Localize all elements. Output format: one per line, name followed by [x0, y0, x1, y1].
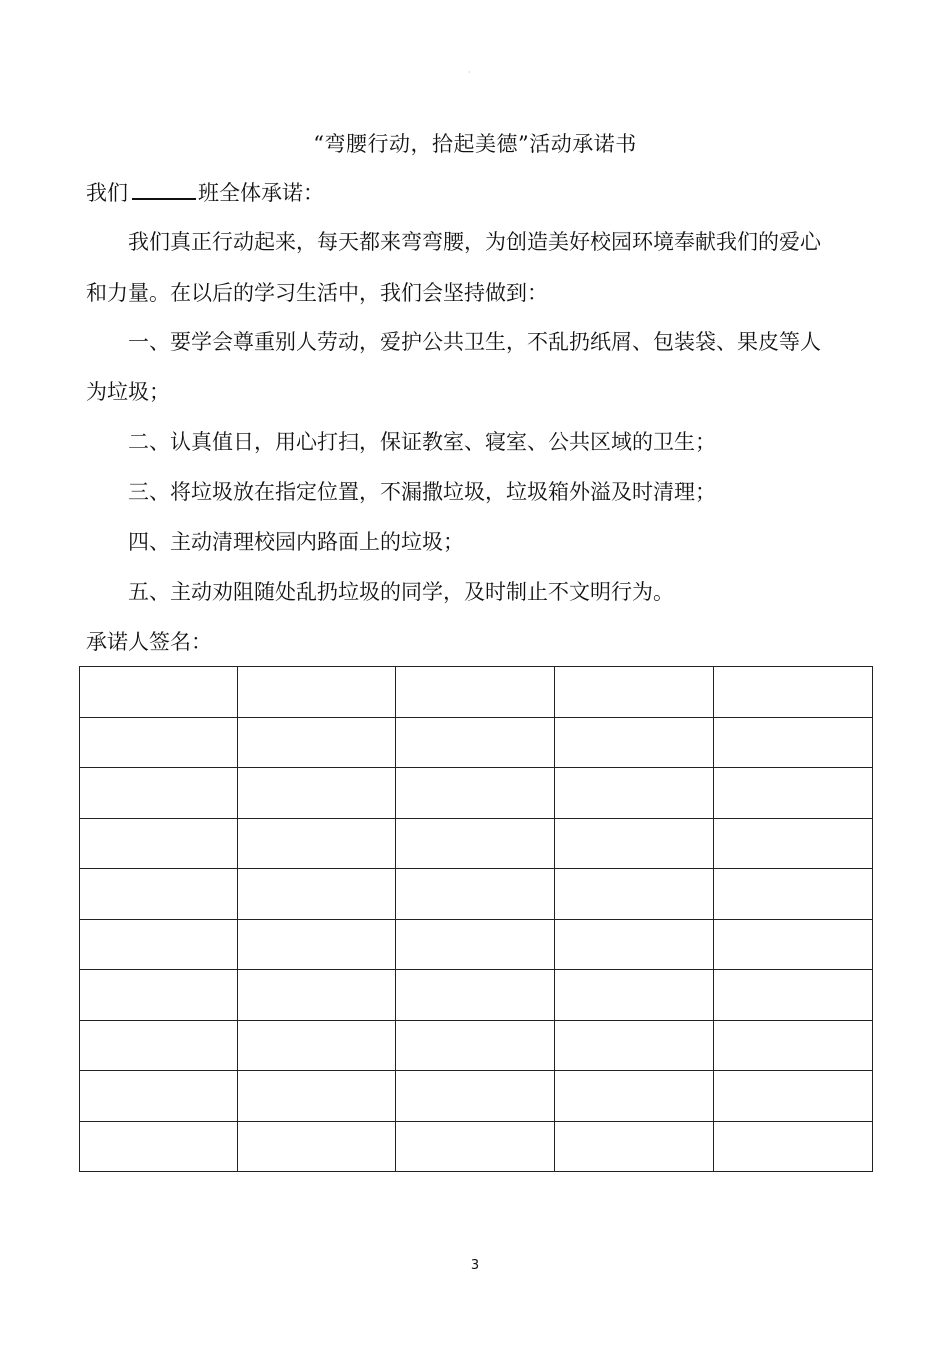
- signature-cell[interactable]: [714, 667, 873, 718]
- signature-cell[interactable]: [555, 1020, 714, 1071]
- signature-cell[interactable]: [238, 970, 396, 1021]
- signature-cell[interactable]: [80, 919, 238, 970]
- signature-cell[interactable]: [80, 667, 238, 718]
- paragraph-line-2: 和力量。在以后的学习生活中，我们会坚持做到：: [86, 281, 548, 305]
- signature-cell[interactable]: [555, 1121, 714, 1172]
- signature-cell[interactable]: [714, 1121, 873, 1172]
- signature-cell[interactable]: [555, 1071, 714, 1122]
- signature-cell[interactable]: [396, 717, 555, 768]
- signature-cell[interactable]: [396, 1121, 555, 1172]
- signature-cell[interactable]: [396, 667, 555, 718]
- signature-cell[interactable]: [396, 818, 555, 869]
- signature-cell[interactable]: [80, 869, 238, 920]
- signature-row: [80, 667, 873, 718]
- signature-cell[interactable]: [714, 919, 873, 970]
- signature-cell[interactable]: [396, 919, 555, 970]
- signature-cell[interactable]: [396, 1020, 555, 1071]
- signature-cell[interactable]: [238, 818, 396, 869]
- signature-row: [80, 1071, 873, 1122]
- item-1-line-1: 一、要学会尊重别人劳动，爱护公共卫生，不乱扔纸屑、包装袋、果皮等人: [128, 330, 821, 354]
- signature-cell[interactable]: [714, 717, 873, 768]
- signature-cell[interactable]: [238, 768, 396, 819]
- signature-cell[interactable]: [555, 717, 714, 768]
- item-1-line-2: 为垃圾；: [86, 380, 170, 404]
- signature-cell[interactable]: [555, 970, 714, 1021]
- signature-cell[interactable]: [238, 717, 396, 768]
- signature-row: [80, 768, 873, 819]
- signature-cell[interactable]: [238, 869, 396, 920]
- signature-cell[interactable]: [238, 667, 396, 718]
- signature-cell[interactable]: [80, 717, 238, 768]
- signature-row: [80, 1020, 873, 1071]
- signature-cell[interactable]: [555, 768, 714, 819]
- signature-cell[interactable]: [714, 1020, 873, 1071]
- signature-cell[interactable]: [714, 1071, 873, 1122]
- signature-row: [80, 717, 873, 768]
- signature-cell[interactable]: [80, 768, 238, 819]
- pledge-intro: [86, 178, 324, 207]
- signature-cell[interactable]: [396, 970, 555, 1021]
- signature-cell[interactable]: [80, 1121, 238, 1172]
- signature-cell[interactable]: [396, 1071, 555, 1122]
- signature-cell[interactable]: [238, 919, 396, 970]
- signature-row: [80, 818, 873, 869]
- signature-row: [80, 869, 873, 920]
- signature-cell[interactable]: [396, 768, 555, 819]
- signature-cell[interactable]: [714, 970, 873, 1021]
- paragraph-line-1: 我们真正行动起来，每天都来弯弯腰，为创造美好校园环境奉献我们的爱心: [128, 230, 821, 254]
- pledge-intro-prefix: 我们: [86, 181, 128, 205]
- header-mark: ·: [468, 68, 471, 77]
- document-title: “弯腰行动，拾起美德”活动承诺书: [313, 132, 637, 156]
- signature-cell[interactable]: [555, 919, 714, 970]
- signature-cell[interactable]: [80, 818, 238, 869]
- page-number: 3: [470, 1258, 480, 1273]
- signature-cell[interactable]: [80, 1071, 238, 1122]
- signature-cell[interactable]: [238, 1071, 396, 1122]
- class-blank-field[interactable]: [132, 178, 196, 200]
- item-3: 三、将垃圾放在指定位置，不漏撒垃圾，垃圾箱外溢及时清理；: [128, 480, 716, 504]
- signature-cell[interactable]: [714, 869, 873, 920]
- item-2: 二、认真值日，用心打扫，保证教室、寝室、公共区域的卫生；: [128, 430, 716, 454]
- signature-row: [80, 919, 873, 970]
- pledge-intro-suffix: 班全体承诺：: [198, 181, 324, 205]
- signature-cell[interactable]: [555, 667, 714, 718]
- signature-table: [79, 666, 873, 1172]
- signature-row: [80, 970, 873, 1021]
- signature-cell[interactable]: [238, 1020, 396, 1071]
- item-5: 五、主动劝阻随处乱扔垃圾的同学，及时制止不文明行为。: [128, 580, 674, 604]
- signature-cell[interactable]: [555, 818, 714, 869]
- signature-cell[interactable]: [80, 1020, 238, 1071]
- signature-cell[interactable]: [238, 1121, 396, 1172]
- item-4: 四、主动清理校园内路面上的垃圾；: [128, 530, 464, 554]
- signature-cell[interactable]: [80, 970, 238, 1021]
- signature-label: 承诺人签名：: [86, 630, 212, 654]
- signature-cell[interactable]: [555, 869, 714, 920]
- signature-cell[interactable]: [396, 869, 555, 920]
- signature-row: [80, 1121, 873, 1172]
- signature-cell[interactable]: [714, 768, 873, 819]
- signature-cell[interactable]: [714, 818, 873, 869]
